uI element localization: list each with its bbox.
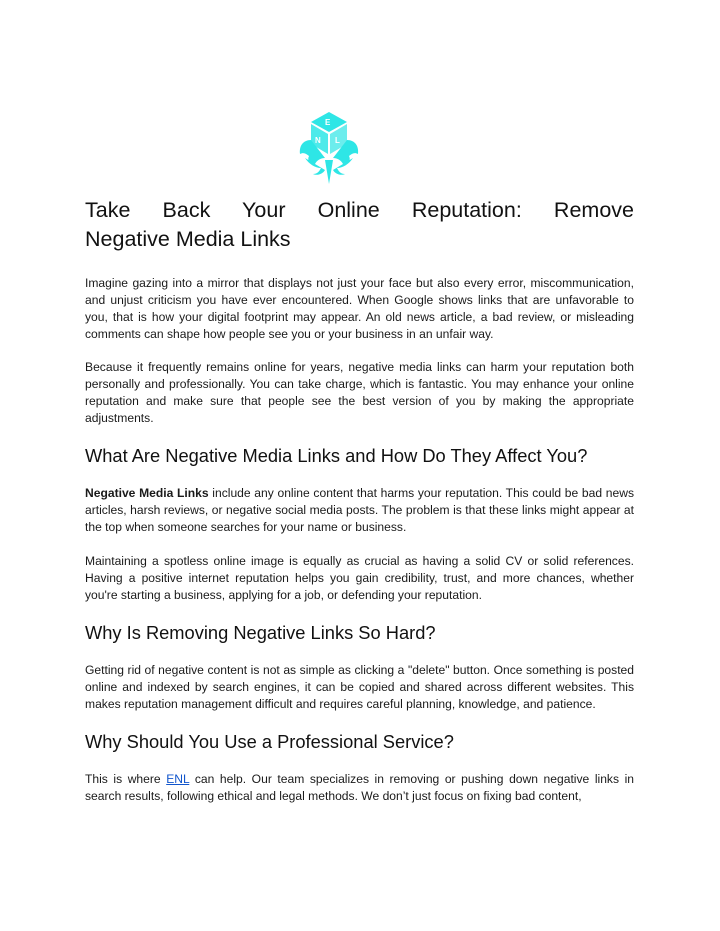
title-line-2: Negative Media Links bbox=[85, 227, 291, 251]
section3-paragraph-1 bbox=[85, 771, 634, 805]
document-body bbox=[85, 196, 634, 822]
intro-paragraph-2: Because it frequently remains online for years, negative media links can harm your reputation both personally and professionally. You can take charge, which is fantastic. You may enhance your online reputation and make sure that people see the best version of you by making the appropriate adjustments. bbox=[85, 360, 634, 425]
negative-media-links-bold: Negative Media Links bbox=[85, 486, 209, 500]
section-heading-removing-hard: Why Is Removing Negative Links So Hard? bbox=[85, 622, 436, 643]
title-line-1: Take Back Your Online Reputation: Remove bbox=[85, 198, 634, 222]
section1-paragraph-1 bbox=[85, 485, 634, 536]
section-heading-professional-service: Why Should You Use a Professional Service? bbox=[85, 731, 454, 752]
svg-text:L: L bbox=[335, 136, 340, 145]
intro-paragraph-1: Imagine gazing into a mirror that displays not just your face but also every error, miscommunication, and unjust criticism you have ever encountered. When Google shows links that are unfavorable to you, that is how your digital footprint may appear. An old news article, a bad review, or misleading comments can shape how people see you or your business in an unfair way. bbox=[85, 276, 634, 341]
section2-paragraph-1: Getting rid of negative content is not as simple as clicking a "delete" button. Once something is posted online and indexed by search engines, it can be copied and shared across different websites. This makes reputation management difficult and requires careful planning, knowledge, and patience. bbox=[85, 663, 634, 711]
enl-link[interactable]: ENL bbox=[166, 772, 190, 786]
page-title bbox=[85, 196, 634, 254]
svg-text:E: E bbox=[325, 118, 331, 127]
section1-paragraph-2: Maintaining a spotless online image is equally as crucial as having a solid CV or solid references. Having a positive internet reputation helps you gain credibility, trust, and more chances, whether you're starting a business, applying for a job, or defending your reputation. bbox=[85, 554, 634, 602]
svg-text:N: N bbox=[315, 136, 321, 145]
section3-text-before: This is where bbox=[85, 772, 167, 786]
enl-logo-icon bbox=[297, 110, 361, 186]
section1-paragraph-1-text: include any online content that harms your reputation. This could be bad news articles, harsh reviews, or negative social media posts. The problem is that these links might appear at the top when someone searches for your name or business. bbox=[85, 486, 634, 534]
section-heading-negative-links: What Are Negative Media Links and How Do They Affect You? bbox=[85, 445, 588, 466]
section3-text-after: can help. Our team specializes in removing or pushing down negative links in search results, following ethical and legal methods. We don’t just focus on fixing bad content, bbox=[85, 772, 634, 803]
